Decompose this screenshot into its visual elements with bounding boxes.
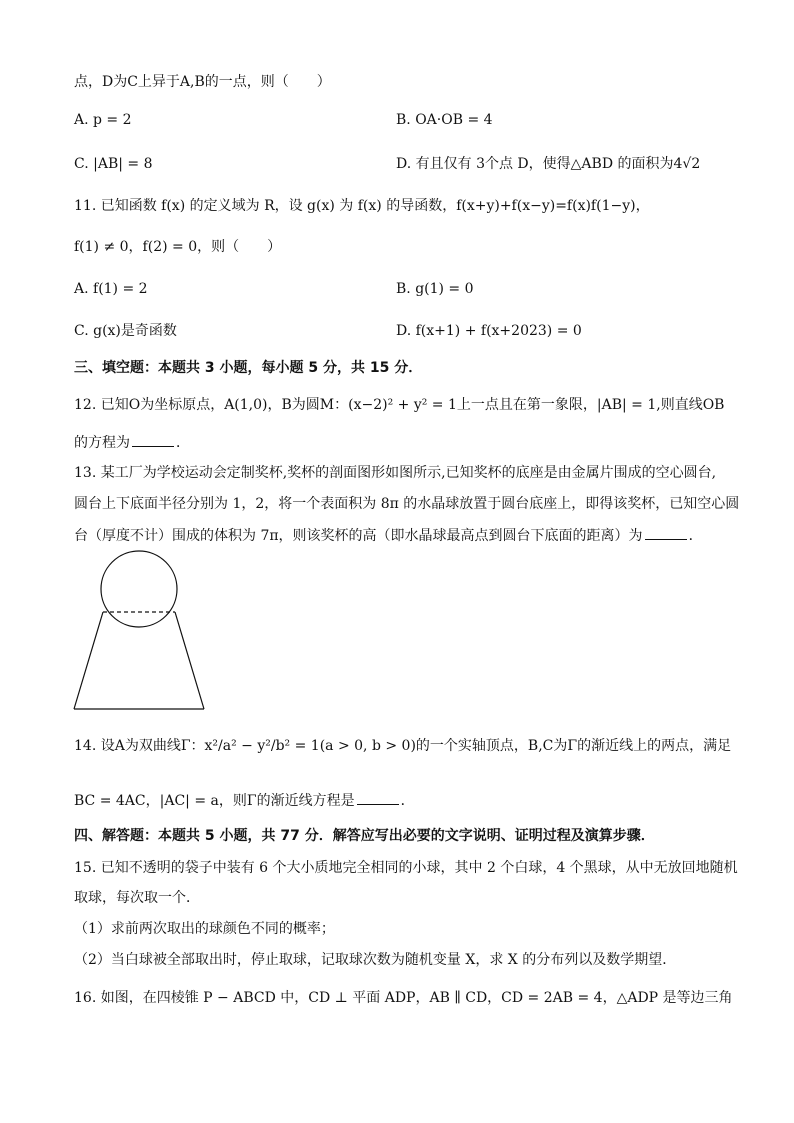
q13-line-1: 13. 某工厂为学校运动会定制奖杯,奖杯的剖面图形如图所示,已知奖杯的底座是由金属片围成的空心圆台, <box>74 465 717 481</box>
q11-option-b: B. g(1) = 0 <box>396 281 474 297</box>
q15-line-2: 取球，每次取一个． <box>74 890 200 906</box>
q11-option-a: A. f(1) = 2 <box>74 281 148 297</box>
section-3-heading: 三、填空题：本题共 3 小题，每小题 5 分，共 15 分． <box>74 360 423 376</box>
q10-option-b: B. OA·OB = 4 <box>396 112 493 128</box>
q15-sub-1: （1）求前两次取出的球颜色不同的概率； <box>74 921 335 937</box>
q14-line-1: 14. 设A为双曲线Γ：x²/a² − y²/b² = 1(a > 0, b > 0)的一个实轴顶点，B,C为Γ的渐近线上的两点，满足 <box>74 738 732 754</box>
q14-line-2-end: ． <box>400 793 415 809</box>
trophy-figure <box>70 546 250 716</box>
q16-line-1: 16. 如图，在四棱锥 P − ABCD 中，CD ⊥ 平面 ADP，AB ∥ CD，CD = 2AB = 4，△ADP 是等边三角 <box>74 990 733 1006</box>
q10-option-a: A. p = 2 <box>74 112 132 128</box>
frustum-right-side <box>175 612 204 709</box>
q13-line-3-end: ． <box>688 528 703 544</box>
q11-line-1: 11. 已知函数 f(x) 的定义域为 R，设 g(x) 为 f(x) 的导函数，f(x+y)+f(x−y)=f(x)f(1−y)， <box>74 198 650 214</box>
q10-option-c: C. |AB| = 8 <box>74 156 153 172</box>
frustum-left-side <box>74 612 103 709</box>
q11-option-c: C. g(x)是奇函数 <box>74 323 177 339</box>
q13-answer-blank[interactable] <box>645 525 687 540</box>
q14-line-2 <box>74 790 415 811</box>
q12-line-1: 12. 已知O为坐标原点，A(1,0)，B为圆M：(x−2)² + y² = 1上一点且在第一象限，|AB| = 1,则直线OB <box>74 397 725 413</box>
q11-line-2: f(1) ≠ 0，f(2) = 0，则（ ） <box>74 239 282 255</box>
q10-option-d: D. 有且仅有 3个点 D，使得△ABD 的面积为4√2 <box>396 156 701 172</box>
q15-line-1: 15. 已知不透明的袋子中装有 6 个大小质地完全相同的小球，其中 2 个白球，4 个黑球，从中无放回地随机 <box>74 860 738 876</box>
q12-answer-blank[interactable] <box>132 432 174 447</box>
q13-line-2: 圆台上下底面半径分别为 1，2，将一个表面积为 8π 的水晶球放置于圆台底座上，即得该奖杯，已知空心圆 <box>74 496 740 512</box>
q13-line-3 <box>74 525 703 546</box>
crystal-ball-circle <box>101 551 177 627</box>
q12-line-2-end: ． <box>176 435 190 451</box>
q12-line-2 <box>74 432 190 453</box>
q13-line-3-text: 台（厚度不计）围成的体积为 7π，则该奖杯的高（即水晶球最高点到圆台下底面的距离）为 <box>74 528 643 544</box>
q12-line-2-text: 的方程为 <box>74 435 130 451</box>
q11-option-d: D. f(x+1) + f(x+2023) = 0 <box>396 323 582 339</box>
q10-stem-tail: 点，D为C上异于A,B的一点，则（ ） <box>74 74 331 90</box>
q15-sub-2: （2）当白球被全部取出时，停止取球，记取球次数为随机变量 X，求 X 的分布列以及数学期望． <box>74 952 677 968</box>
q14-answer-blank[interactable] <box>357 790 399 805</box>
section-4-heading: 四、解答题：本题共 5 小题，共 77 分．解答应写出必要的文字说明、证明过程及演算步骤． <box>74 828 655 844</box>
q14-line-2-text: BC = 4AC，|AC| = a，则Γ的渐近线方程是 <box>74 793 355 809</box>
